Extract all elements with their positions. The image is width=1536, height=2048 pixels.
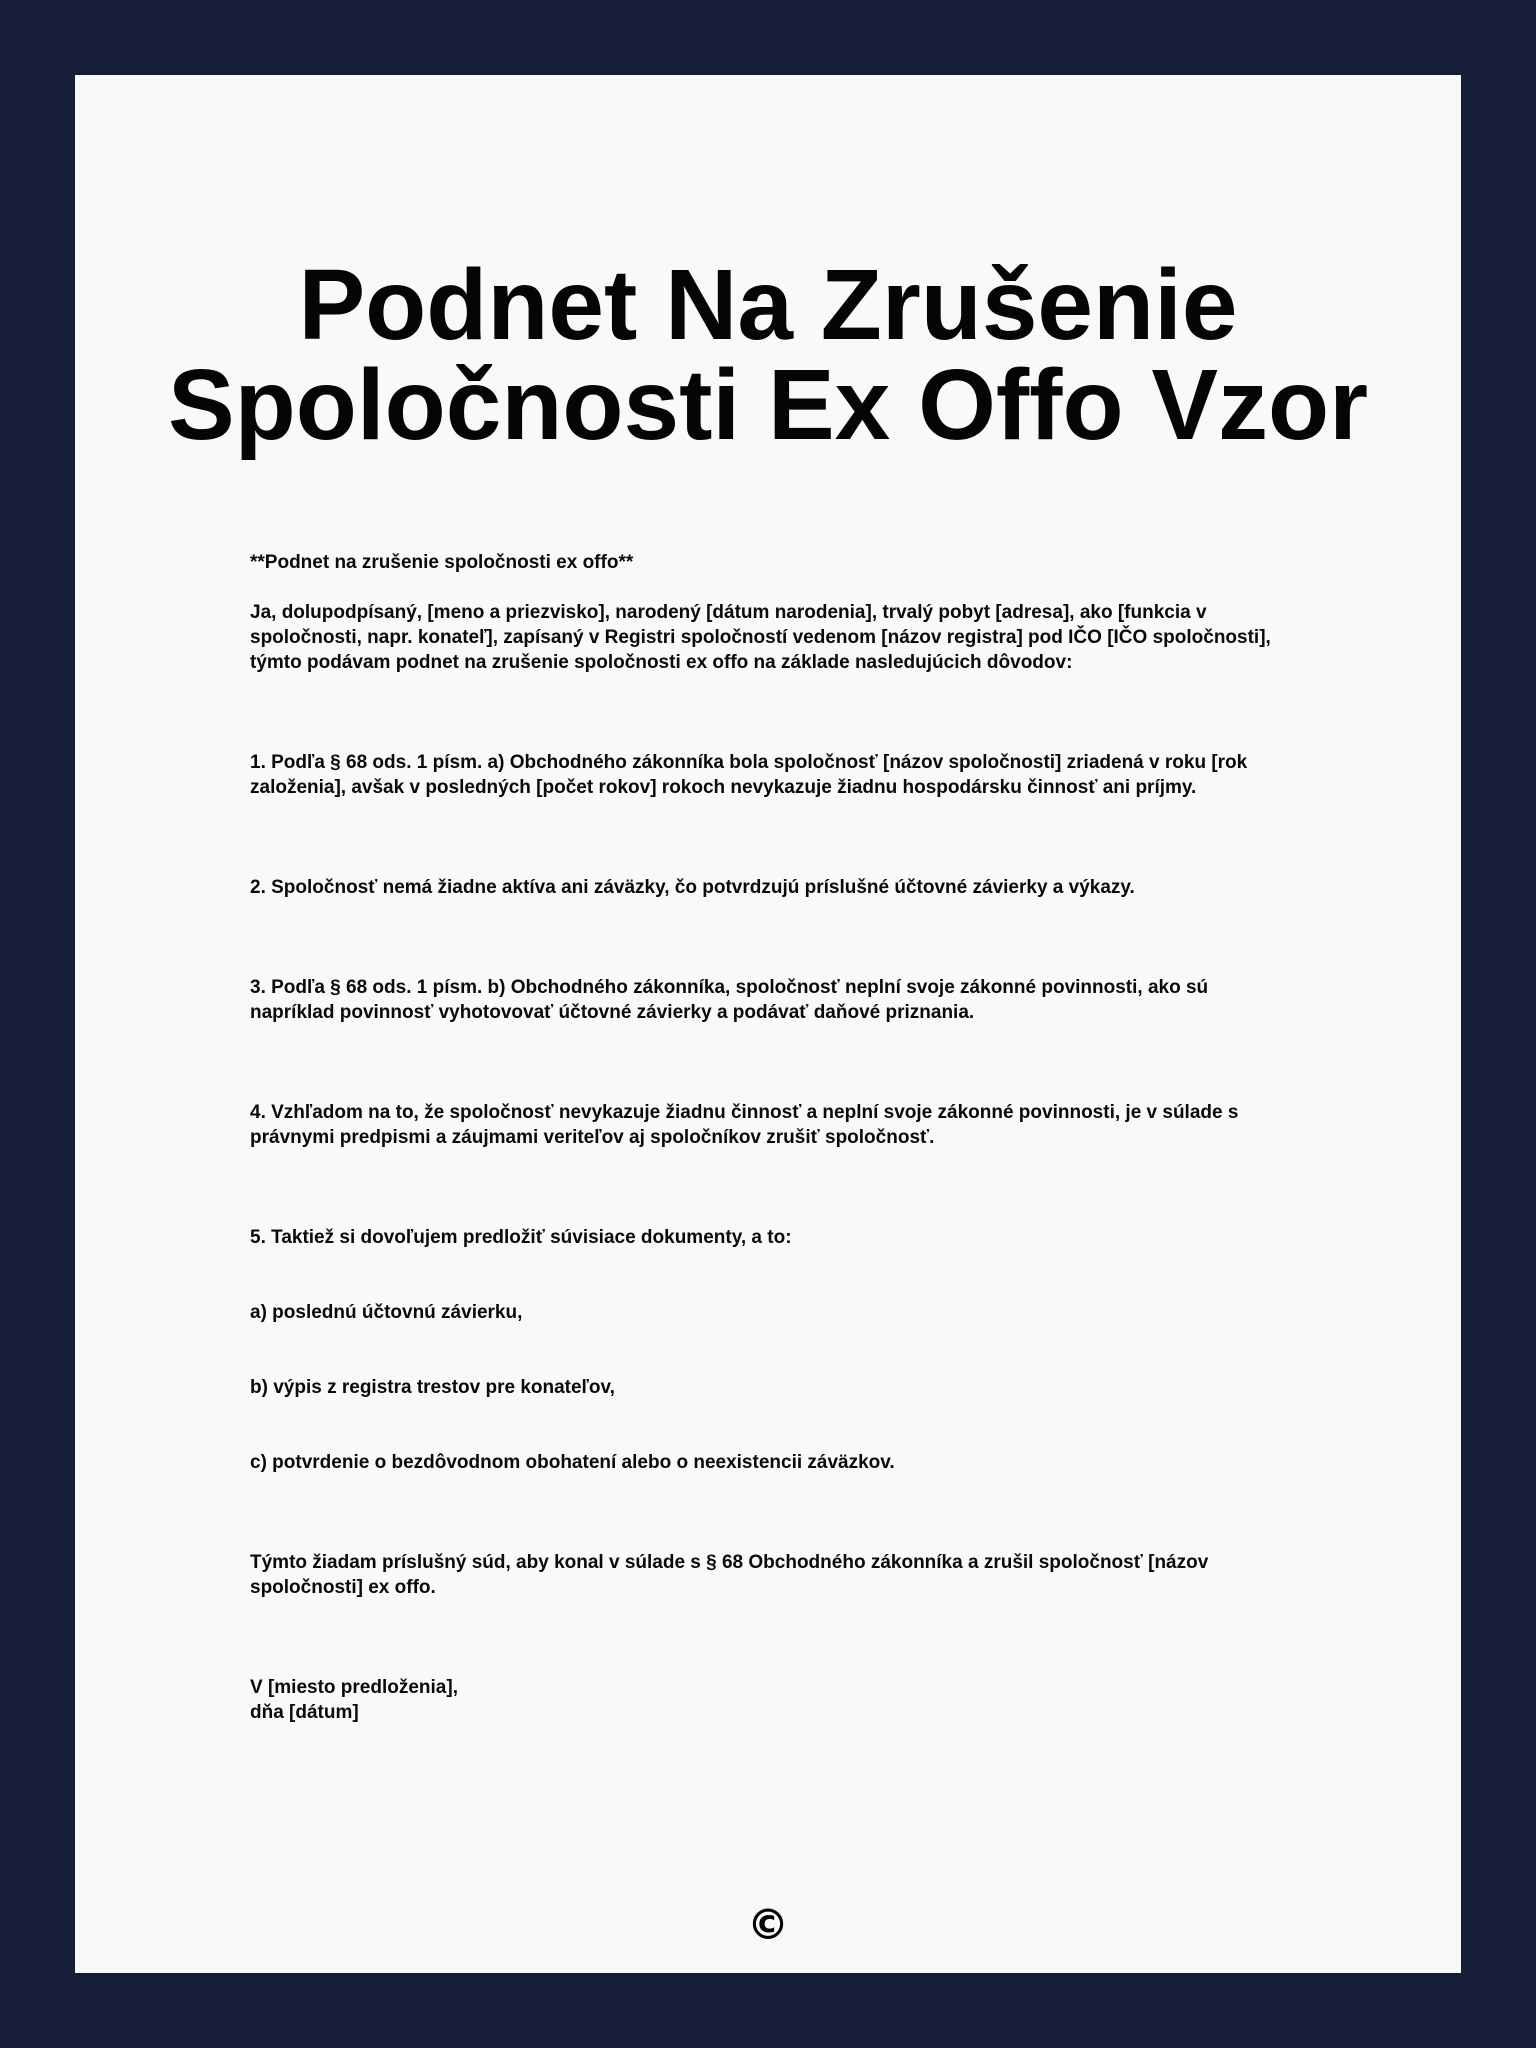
request-paragraph: Týmto žiadam príslušný súd, aby konal v súlade s § 68 Obchodného zákonníka a zrušil spoločnosť [názov spoločnosti] ex offo. <box>250 1552 1209 1598</box>
list-item-a: a) poslednú účtovnú závierku, <box>250 1302 523 1323</box>
point-5: 5. Taktiež si dovoľujem predložiť súvisiace dokumenty, a to: <box>250 1227 792 1248</box>
copyright-icon: © <box>747 1900 789 1949</box>
point-4: 4. Vzhľadom na to, že spoločnosť nevykazuje žiadnu činnosť a neplní svoje zákonné povinnosti, je v súlade s právnymi predpismi a záujmami veriteľov aj spoločníkov zrušiť spoločnosť. <box>250 1102 1239 1148</box>
place-line: V [miesto predloženia], <box>250 1677 458 1698</box>
intro-paragraph: Ja, dolupodpísaný, [meno a priezvisko], narodený [dátum narodenia], trvalý pobyt [adresa], ako [funkcia v spoločnosti, napr. konateľ], zapísaný v Registri spoločností vedenom [názov registra] pod IČO [IČO spoločnosti], týmto podávam podnet na zrušenie spoločnosti ex offo na základe nasledujúcich dôvodov: <box>250 602 1271 673</box>
body-heading: **Podnet na zrušenie spoločnosti ex offo** <box>250 552 634 573</box>
title-line-1: Podnet Na Zrušenie <box>298 249 1238 361</box>
document-body <box>250 550 1290 1725</box>
point-3: 3. Podľa § 68 ods. 1 písm. b) Obchodného zákonníka, spoločnosť neplní svoje zákonné povinnosti, ako sú napríklad povinnosť vyhotovovať účtovné závierky a podávať daňové priznania. <box>250 977 1209 1023</box>
title-line-2: Spoločnosti Ex Offo Vzor <box>167 349 1369 461</box>
point-1: 1. Podľa § 68 ods. 1 písm. a) Obchodného zákonníka bola spoločnosť [názov spoločnosti] zriadená v roku [rok založenia], avšak v posledných [počet rokov] rokoch nevykazuje žiadnu hospodársku činnosť ani príjmy. <box>250 752 1248 798</box>
document-title <box>75 249 1461 461</box>
list-item-c: c) potvrdenie o bezdôvodnom obohatení alebo o neexistencii záväzkov. <box>250 1452 895 1473</box>
point-2: 2. Spoločnosť nemá žiadne aktíva ani záväzky, čo potvrdzujú príslušné účtovné závierky a výkazy. <box>250 877 1135 898</box>
date-line: dňa [dátum] <box>250 1702 359 1723</box>
document-page <box>75 75 1461 1973</box>
list-item-b: b) výpis z registra trestov pre konateľov, <box>250 1377 615 1398</box>
